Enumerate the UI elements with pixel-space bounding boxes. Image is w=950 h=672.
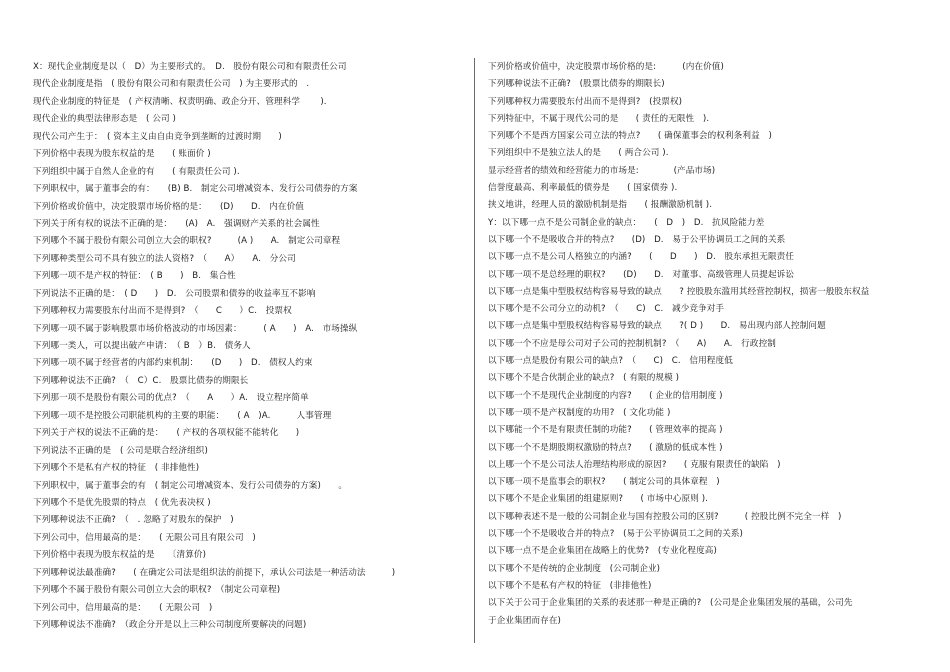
question-line: 信誉度最高、利率最低的债券是 ( 国家债券 ).: [488, 183, 678, 194]
question-line: 以下哪一个不是吸收合并的特点? (D) D. 易于公平协调员工之间的关系: [488, 234, 786, 245]
question-line: 下列哪种权力需要股东付出而不是得到? （ C ）C. 投票权: [33, 306, 292, 317]
question-line: 下列哪种说法不正确? （ C）C. 股票比债券的期限长: [33, 375, 249, 386]
question-line: 下列哪种说法不准确? （政企分开是以上三种公司制度所要解决的问题): [33, 620, 307, 630]
question-line: 挟义地讲，经理人员的激励机制是指 ( 报酬激励机制 ).: [488, 200, 713, 211]
question-line: 以下哪一项不是监事会的职权? ( 制定公司的具体章程 ): [488, 477, 720, 488]
question-line: 以下哪能一个不是有限责任制的功能? ( 管理效率的提高 ): [488, 425, 723, 436]
question-line: 下列说法不正确的是 ( 公司是联合经济组织): [33, 445, 208, 456]
question-line: 以下哪一点不是企业集团在战略上的优势? (专业化程度高): [488, 546, 717, 557]
question-line: 下列价格或价值中，决定股票市场价格的是： (D) D. 内在价值: [33, 201, 304, 212]
question-line: 下列特征中，不属于现代公司的是 ( 责任的无限性 ).: [488, 113, 710, 124]
question-line: 以下哪个不是私有产权的特征 (非排他性): [488, 580, 652, 591]
question-line: 下列公司中，信用最高的是： ( 无限公司 ): [33, 602, 213, 613]
question-line: 显示经营者的绩效和经营能力的市场是: (产品市场): [488, 165, 716, 176]
question-line: 下列说法不正确的是： ( D ) D. 公司股票和债券的收益率互不影响: [33, 288, 316, 299]
question-line: 下列价格中表现为股东权益的是 ( 账面价 ): [33, 149, 211, 160]
question-line: 下列哪一类人，可以提出破产申请： （ B ）B. 债务人: [33, 341, 251, 351]
question-line: 以下哪种表述不是一般的公司制企业与国有控股公司的区别? ( 控股比例不完全一样 ): [488, 511, 842, 522]
question-line: 下列哪一项不属于影响股票市场价格波动的市场因素： ( A ) A. 市场操纵: [33, 323, 358, 334]
question-line: 以下哪一个不是吸收合并的特点? (易于公平协调员工之间的关系): [488, 529, 743, 540]
question-line: 下列价格或价值中，决定股票市场价格的是: (内在价值): [488, 62, 724, 72]
question-line: 下列价格中表现为股东权益的是 〔清算价): [33, 550, 207, 561]
question-line: 以上哪一个不是公司法人治理结构形成的原因? ( 克服有限责任的缺陷 ): [488, 459, 781, 470]
question-line: 下列组织中不是独立法人的是 ( 两合公司 ).: [488, 148, 669, 159]
question-line: 现代企业制度的特征是 ( 产权清晰、权责明确、政企分开、管理科学 ).: [33, 96, 327, 107]
question-line: 下列组织中属于自然人企业的有 ( 有限责任公司 ).: [33, 166, 240, 177]
question-line: 于企业集团而存在): [488, 615, 562, 626]
question-line: 下列那一项不是股份有限公司的优点? （ A ）A. 设立程序简单: [33, 393, 309, 404]
question-line: 以下哪个是不公司分立的动机? （ C) C. 减少竞争对手: [488, 304, 725, 315]
question-line: 以下哪一个不是现代企业制度的内容? ( 企业的信用制度 ): [488, 390, 723, 401]
column-divider: [474, 58, 475, 643]
question-line: 下列关于产权的说法不正确的是： ( 产权的各项权能不能转化 ): [33, 428, 300, 439]
question-line: 以下哪个不是企业集团的组建原则? ( 市场中心原则 ).: [488, 494, 709, 505]
question-line: 以下哪一个不应是母公司对子公司的控制机制? （ A) A. 行政控制: [488, 338, 776, 349]
question-line: 下列哪个不属于股份有限公司创立大会的职权? (A ) A. 制定公司章程: [33, 236, 341, 247]
question-line: 现代企业的典型法律形态是 ( 公司 ): [33, 114, 176, 125]
question-line: 下列职权中，属于董事会的有 ( 制定公司增减资本、发行公司债券的方案) 。: [33, 480, 348, 491]
question-line: 以下哪一项不是产权制度的功用? ( 文化功能 ): [488, 407, 671, 418]
question-line: 以下哪一点是集中型股权结构容易导致的缺点 ? 控股股东滥用其经营控制权，损害一般股东权益: [488, 286, 870, 297]
left-column: [33, 59, 463, 634]
question-line: 下列关于所有权的说法不正确的是： (A) A. 强调财产关系的社会属性: [33, 218, 320, 229]
question-line: 下列哪种类型公司不具有独立的法人资格? （ A） A. 分公司: [33, 253, 296, 264]
question-line: 以下哪个不是传统的企业制度 (公司制企业): [488, 563, 661, 574]
question-line: 下列哪个不是优先股票的特点 ( 优先表决权 ): [33, 497, 211, 508]
question-line: 下列哪种说法不正确? (股票比债券的期限长): [488, 79, 665, 90]
question-line: 以下哪一点是集中型股权结构容易导致的缺点 ?( D ) D. 易出现内部人控制问题: [488, 321, 826, 332]
question-line: 现代企业制度是指 ( 股份有限公司和有限责任公司 ) 为主要形式的 .: [33, 79, 310, 90]
question-line: 以下哪一点不是公司人格独立的内涵? ( D ) D. 股东承担无限责任: [488, 252, 795, 263]
question-line: 下列哪个不属于股份有限公司创立大会的职权? （制定公司章程): [33, 585, 281, 596]
question-line: 下列哪一项不是产权的特征： ( B ) B. 集合性: [33, 271, 236, 282]
question-line: 下列哪一项不属于经营者的内部约束机制： (D ) D. 债权人约束: [33, 358, 313, 369]
question-line: 下列哪种说法最准确? ( 在确定公司法是组织法的前提下，承认公司法是一种活动法 ): [33, 567, 396, 578]
question-line: Y：以下哪一点不是公司制企业的缺点： ( D ) D. 抗风险能力差: [488, 217, 765, 228]
question-line: X：现代企业制度是以（ D）为主要形式的。 D. 股份有限公司和有限责任公司: [33, 62, 347, 72]
question-line: 以下哪一个不是期股期权激励的特点? ( 激励的低成本性 ): [488, 442, 723, 453]
question-line: 下列哪个不是西方国家公司立法的特点? ( 确保董事会的权利条利益 ): [488, 131, 772, 142]
question-line: 以下哪一点是股份有限公司的缺点? （ C) C. 信用程度低: [488, 356, 733, 367]
question-line: 以下关于公司于企业集团的关系的表述那一种是正确的? (公司是企业集团发展的基础，公司先: [488, 598, 853, 609]
question-line: 下列哪一项不是控股公司职能机构的主要的职能： ( A )A. 人事管理: [33, 410, 332, 421]
question-line: 下列哪个不是私有产权的特征 ( 非排他性): [33, 463, 200, 474]
question-line: 下列公司中，信用最高的是： ( 无限公司且有限公司 ): [33, 532, 256, 543]
question-line: 下列职权中，属于董事会的有： (B) B. 制定公司增减资本、发行公司债券的方案: [33, 184, 358, 195]
question-line: 以下哪个不是合伙制企业的缺点? ( 有限的规模 ): [488, 373, 680, 384]
right-column: [488, 59, 943, 630]
question-line: 下列哪种权力需要股东付出而不是得到? (投票权): [488, 96, 683, 107]
question-line: 以下哪一项不是总经理的职权? (D) D. 对董事、高级管理人员提起诉讼: [488, 269, 795, 280]
question-line: 下列哪种说法不正确? （ . 忽略了对股东的保护 ): [33, 515, 234, 526]
question-line: 现代公司产生于： ( 资本主义由自由竞争到垄断的过渡时期 ): [33, 131, 282, 142]
